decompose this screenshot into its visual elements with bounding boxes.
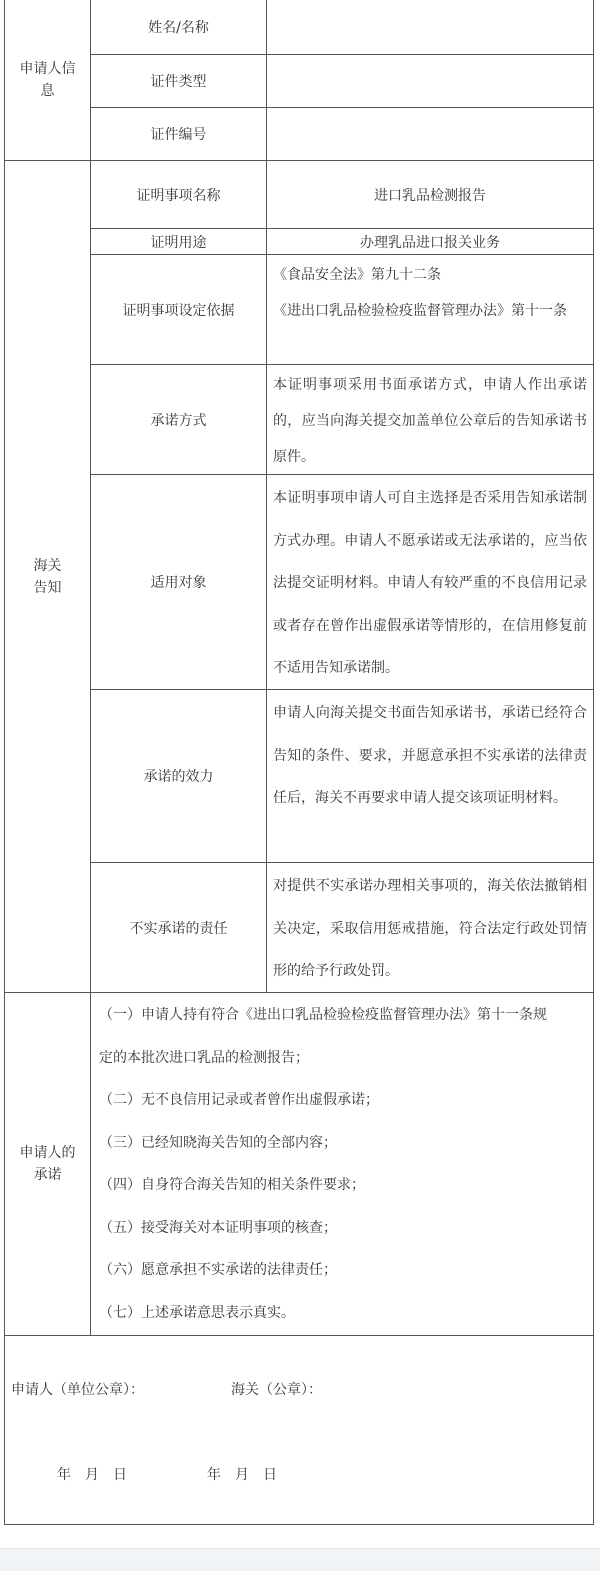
legal-basis-label-cell [90,254,266,364]
applicant-promise-list [90,992,593,1335]
matter-name-label: 证明事项名称 [136,187,221,204]
legal-basis-value-cell [266,254,593,364]
applicant-info-label [5,0,90,160]
id-number-label: 证件编号 [150,127,207,143]
promise-effect-value: 申请人向海关提交书面告知承诺书，承诺已经符合告知的条件、要求，并愿意承担不实承诺的法律责任后，海关不再要求申请人提交该项证明材料。 [273,705,587,806]
promise-method-value: 本证明事项采用书面承诺方式，申请人作出承诺的，应当向海关提交加盖单位公章后的告知承诺书原件。 [273,377,587,465]
customs-notice-label [5,160,90,992]
promise-item: （二）无不良信用记录或者曾作出虚假承诺； [99,1092,379,1108]
applicant-seal-label: 申请人（单位公章）： [11,1382,144,1398]
customs-notice-label-line1: 海关 [33,557,62,574]
matter-name-value-cell [266,160,593,228]
promise-effect-label-cell [90,689,266,862]
id-number-value-cell[interactable] [266,107,593,160]
legal-basis-line-2: 《进出口乳品检验检疫监督管理办法》第十一条 [273,303,567,319]
applicable-object-label: 适用对象 [150,575,207,591]
purpose-value: 办理乳品进口报关业务 [360,234,500,251]
id-type-value-cell[interactable] [266,54,593,107]
customs-date: 年 月 日 [207,1467,277,1483]
applicable-object-value-cell [266,474,593,689]
promise-item: （七）上述承诺意思表示真实。 [99,1304,295,1321]
promise-method-label: 承诺方式 [150,412,207,429]
applicant-date: 年 月 日 [57,1467,127,1483]
legal-basis-label: 证明事项设定依据 [122,302,235,319]
false-promise-value-cell [266,862,593,992]
applicable-object-label-cell [90,474,266,689]
false-promise-value: 对提供不实承诺办理相关事项的，海关依法撤销相关决定，采取信用惩戒措施，符合法定行政处罚情形的给予行政处罚。 [273,878,587,979]
purpose-label: 证明用途 [150,234,207,251]
signature-area [5,1335,593,1524]
promise-item: 定的本批次进口乳品的检测报告； [99,1049,309,1066]
matter-name-label-cell [90,160,266,228]
promise-item: （三）已经知晓海关告知的全部内容； [99,1134,337,1151]
promise-item: （一）申请人持有符合《进出口乳品检验检疫监督管理办法》第十一条规 [99,1007,547,1023]
customs-notice-label-line2: 告知 [33,579,62,596]
id-type-label: 证件类型 [150,74,207,90]
applicant-promise-label [5,992,90,1335]
promise-item: （五）接受海关对本证明事项的核查； [99,1219,337,1236]
purpose-value-cell [266,228,593,254]
promise-item: （六）愿意承担不实承诺的法律责任； [99,1262,337,1278]
false-promise-label-cell [90,862,266,992]
id-type-label-cell [90,54,266,107]
applicant-promise-label-line1: 申请人的 [19,1145,76,1161]
id-number-label-cell [90,107,266,160]
promise-effect-label: 承诺的效力 [143,769,214,785]
customs-seal-label: 海关（公章）： [231,1382,322,1398]
promise-method-label-cell [90,364,266,474]
false-promise-label: 不实承诺的责任 [129,920,228,937]
promise-item: （四）自身符合海关告知的相关条件要求； [99,1177,365,1193]
applicant-info-label-text: 申请人信息 [19,61,76,99]
name-label: 姓名/名称 [148,20,209,36]
applicant-promise-label-line2: 承诺 [33,1167,62,1183]
name-value-cell[interactable] [266,0,593,54]
purpose-label-cell [90,228,266,254]
promise-effect-value-cell [266,689,593,862]
matter-name-value: 进口乳品检测报告 [374,187,486,204]
legal-basis-line-1: 《食品安全法》第九十二条 [273,267,441,283]
page-bottom-bar [0,1548,600,1571]
name-label-cell [90,0,266,54]
commitment-form [4,0,594,1525]
applicable-object-value: 本证明事项申请人可自主选择是否采用告知承诺制方式办理。申请人不愿承诺或无法承诺的，应当依法提交证明材料。申请人有较严重的不良信用记录或者存在曾作出虚假承诺等情形的，在信用修复前不适用告知承诺制。 [273,490,587,676]
promise-method-value-cell [266,364,593,474]
